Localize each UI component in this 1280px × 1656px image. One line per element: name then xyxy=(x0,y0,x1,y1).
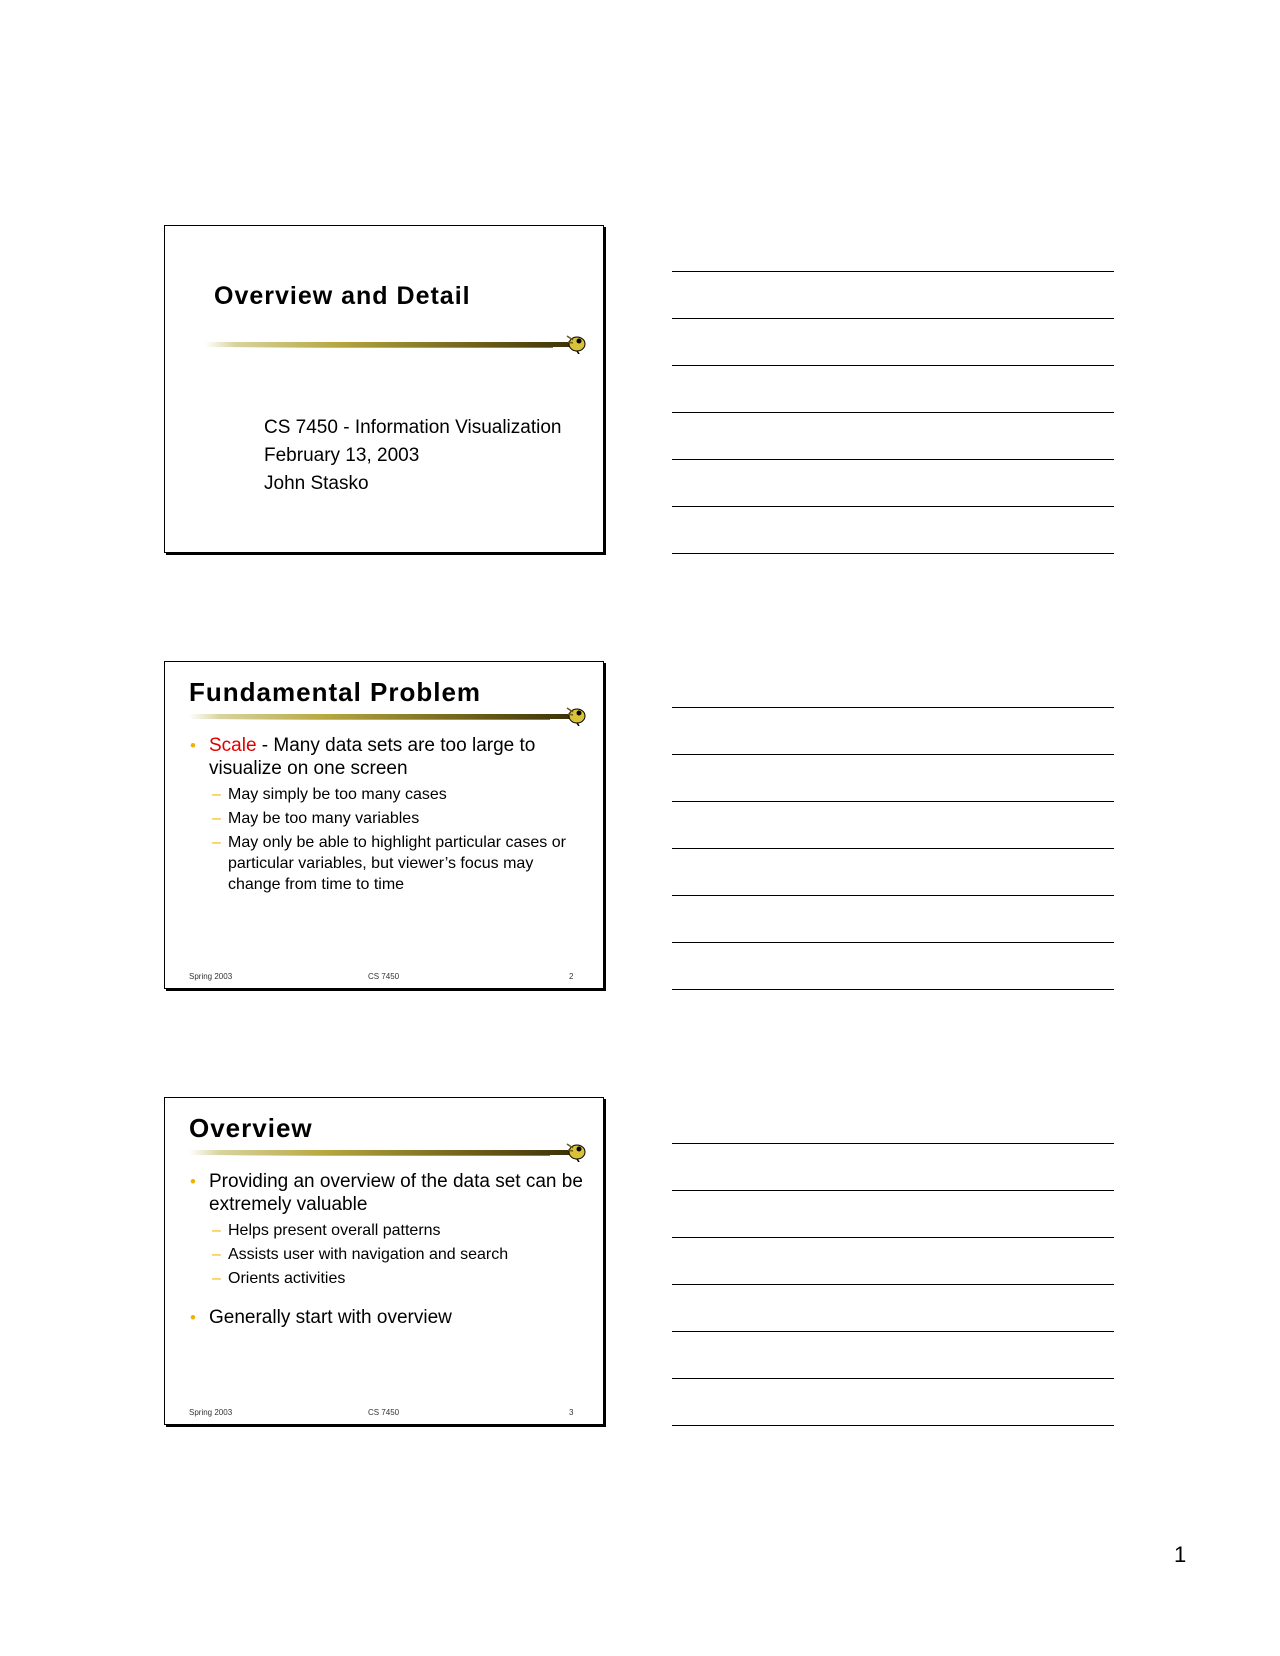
sub-bullet-glyph: – xyxy=(212,1246,221,1263)
sub-bullet-text: May be too many variables xyxy=(228,810,420,827)
note-line xyxy=(672,1378,1114,1379)
yellow-jacket-logo-icon xyxy=(563,1138,587,1162)
sub-bullet-text: Helps present overall patterns xyxy=(228,1222,441,1239)
sub-bullet-text: Assists user with navigation and search xyxy=(228,1246,509,1263)
footer-course: CS 7450 xyxy=(368,972,400,981)
yellow-jacket-logo-icon xyxy=(563,702,587,726)
notes-lines-2 xyxy=(672,707,1114,1036)
note-line xyxy=(672,506,1114,507)
slide-title: Fundamental Problem xyxy=(189,677,482,707)
footer-course: CS 7450 xyxy=(368,1408,400,1417)
note-line xyxy=(672,754,1114,755)
sub-bullet-item xyxy=(189,1220,589,1241)
title-divider xyxy=(189,1150,573,1155)
yellow-jacket-logo-icon xyxy=(563,330,587,354)
slide-1 xyxy=(164,225,604,553)
author-line: John Stasko xyxy=(264,473,369,494)
sub-bullet-text: May simply be too many cases xyxy=(228,786,447,803)
date-line: February 13, 2003 xyxy=(264,445,420,466)
sub-bullet-glyph: – xyxy=(212,786,221,803)
footer-term: Spring 2003 xyxy=(189,972,233,981)
bullet-text: Providing an overview of the data set can be extremely valuable xyxy=(209,1171,583,1215)
sub-bullet-item xyxy=(189,784,589,805)
bullet-glyph: • xyxy=(190,736,196,755)
page-number: 1 xyxy=(1174,1542,1187,1567)
slide-2 xyxy=(164,661,604,989)
note-line xyxy=(672,318,1114,319)
bullet-glyph: • xyxy=(190,1308,196,1327)
slide-3 xyxy=(164,1097,604,1425)
sub-bullet-item xyxy=(189,1268,589,1289)
scale-keyword: Scale xyxy=(209,735,257,756)
notes-lines-3 xyxy=(672,1143,1114,1472)
note-line xyxy=(672,801,1114,802)
bullet-list xyxy=(189,734,589,898)
note-line xyxy=(672,1190,1114,1191)
bullet-text: - Many data sets are too large to visualize on one screen xyxy=(209,735,536,779)
footer-term: Spring 2003 xyxy=(189,1408,233,1417)
bullet-item xyxy=(189,1170,589,1216)
note-line xyxy=(672,412,1114,413)
note-line xyxy=(672,1331,1114,1332)
note-line xyxy=(672,707,1114,708)
slide-title: Overview xyxy=(189,1113,313,1143)
note-line xyxy=(672,1143,1114,1144)
slide-title: Overview and Detail xyxy=(214,282,471,310)
title-divider xyxy=(205,342,575,347)
note-line xyxy=(672,271,1114,272)
subtitle-block xyxy=(264,414,561,498)
note-line xyxy=(672,1284,1114,1285)
sub-bullet-glyph: – xyxy=(212,1270,221,1287)
sub-bullet-glyph: – xyxy=(212,834,221,851)
footer-slide-number: 2 xyxy=(569,972,574,981)
spacer xyxy=(189,1292,589,1306)
note-line xyxy=(672,553,1114,554)
sub-bullet-glyph: – xyxy=(212,1222,221,1239)
course-line: CS 7450 - Information Visualization xyxy=(264,417,562,438)
note-line xyxy=(672,848,1114,849)
sub-bullet-glyph: – xyxy=(212,810,221,827)
notes-lines-1 xyxy=(672,271,1114,600)
note-line xyxy=(672,1237,1114,1238)
title-divider xyxy=(189,714,573,719)
note-line xyxy=(672,1425,1114,1426)
note-line xyxy=(672,365,1114,366)
sub-bullet-text: May only be able to highlight particular cases or particular variables, but viewer’s focus may change from time to time xyxy=(228,834,566,893)
bullet-glyph: • xyxy=(190,1172,196,1191)
note-line xyxy=(672,895,1114,896)
note-line xyxy=(672,942,1114,943)
bullet-item xyxy=(189,734,589,780)
bullet-list xyxy=(189,1170,589,1333)
sub-bullet-text: Orients activities xyxy=(228,1270,346,1287)
sub-bullet-item xyxy=(189,1244,589,1265)
sub-bullet-item xyxy=(189,808,589,829)
note-line xyxy=(672,459,1114,460)
note-line xyxy=(672,989,1114,990)
bullet-text: Generally start with overview xyxy=(209,1307,452,1328)
footer-slide-number: 3 xyxy=(569,1408,574,1417)
bullet-item xyxy=(189,1306,589,1329)
sub-bullet-item xyxy=(189,832,589,895)
